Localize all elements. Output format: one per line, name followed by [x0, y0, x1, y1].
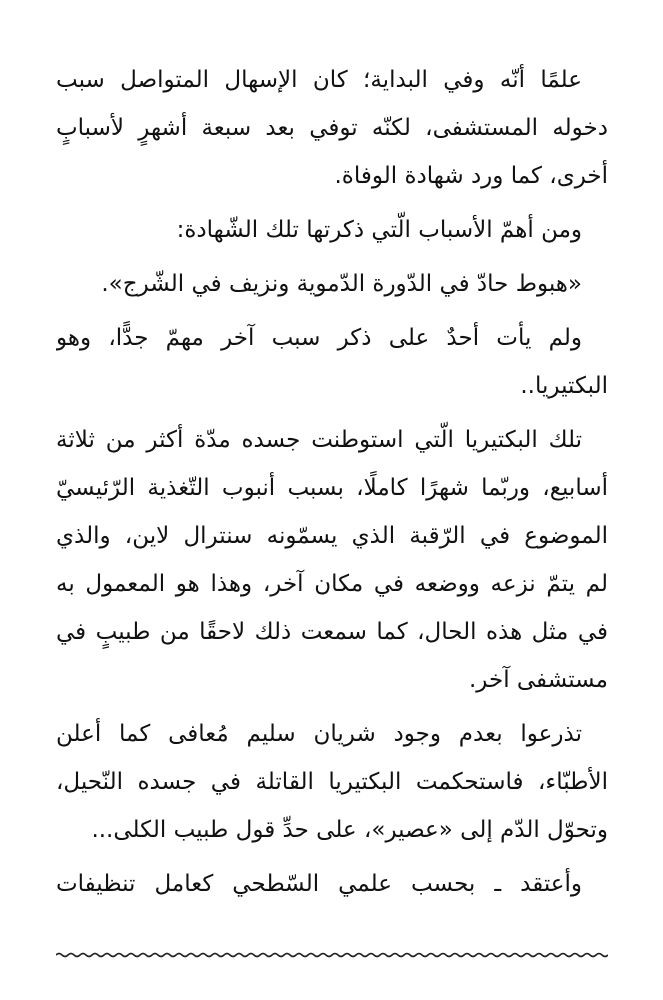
document-page [56, 56, 608, 914]
paragraph-3 [56, 260, 608, 308]
paragraph-6 [56, 710, 608, 854]
text-line: تذرعوا بعدم وجود شريان سليم مُعافى كما أعلن [56, 721, 582, 747]
text-line: دخوله المستشفى، لكنّه توفي بعد سبعة أشهرٍ لأسبابٍ [56, 115, 608, 141]
text-line: وأعتقد ـ بحسب علمي السّطحي كعامل تنظيفات [56, 871, 582, 897]
text-line: وتحوّل الدّم إلى «عصير»، على حدِّ قول طبيب الكلى... [91, 817, 608, 843]
text-line: ومن أهمّ الأسباب الّتي ذكرتها تلك الشّهادة: [176, 217, 582, 243]
text-line: الأطبّاء، فاستحكمت البكتيريا القاتلة في جسده النّحيل، [56, 769, 608, 795]
text-line: ولم يأت أحدٌ على ذكر سبب آخر مهمّ جدًّا، وهو [56, 325, 582, 351]
text-line: الموضوع في الرّقبة الذي يسمّونه سنترال لاين، والذي [56, 523, 608, 549]
text-line: علمًا أنّه وفي البداية؛ كان الإسهال المتواصل سبب [56, 67, 582, 93]
paragraph-7 [56, 860, 608, 908]
text-line: مستشفى آخر. [468, 667, 608, 693]
text-line: البكتيريا.. [520, 373, 608, 399]
paragraph-1 [56, 56, 608, 200]
paragraph-5 [56, 416, 608, 704]
wavy-divider [56, 948, 608, 962]
text-line: أخرى، كما ورد شهادة الوفاة. [334, 163, 608, 189]
text-line: تلك البكتيريا الّتي استوطنت جسده مدّة أكثر من ثلاثة [56, 427, 582, 453]
paragraph-2 [56, 206, 608, 254]
text-line: لم يتمّ نزعه ووضعه في مكان آخر، وهذا هو المعمول به [56, 571, 608, 597]
text-line: «هبوط حادّ في الدّورة الدّموية ونزيف في الشّرج». [101, 271, 582, 297]
text-line: في مثل هذه الحال، كما سمعت ذلك لاحقًا من طبيبٍ في [56, 619, 608, 645]
text-line: أسابيع، وربّما شهرًا كاملًا، بسبب أنبوب التّغذية الرّئيسيّ [56, 475, 608, 501]
paragraph-4 [56, 314, 608, 410]
